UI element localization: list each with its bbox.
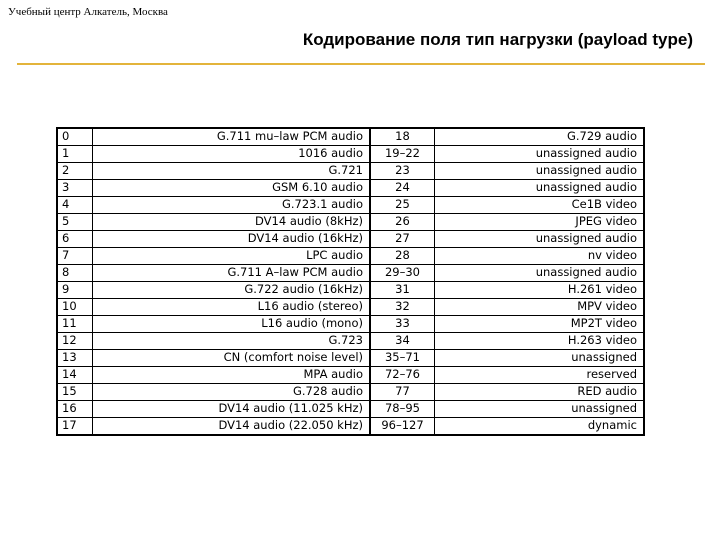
payload-type-code-cell: 23 (370, 163, 435, 180)
encoding-name-cell: DV14 audio (16kHz) (93, 231, 371, 248)
payload-type-code-cell: 33 (370, 316, 435, 333)
page-title: Кодирование поля тип нагрузки (payload type) (302, 30, 693, 49)
encoding-name-cell: G.721 (93, 163, 371, 180)
encoding-name-cell: unassigned (435, 401, 645, 418)
table-row (57, 316, 644, 333)
payload-type-code-cell: 29–30 (370, 265, 435, 282)
payload-type-table (56, 127, 645, 436)
encoding-name-cell: unassigned audio (435, 163, 645, 180)
payload-type-code-cell: 1 (57, 146, 93, 163)
table-row (57, 333, 644, 350)
table-row (57, 180, 644, 197)
payload-type-code-cell: 34 (370, 333, 435, 350)
encoding-name-cell: dynamic (587, 418, 637, 433)
encoding-name-cell: L16 audio (stereo) (93, 299, 371, 316)
table-row (57, 163, 644, 180)
payload-type-code-cell: 12 (57, 333, 93, 350)
encoding-name-cell: G.728 audio (93, 384, 371, 401)
encoding-name-cell: LPC audio (93, 248, 371, 265)
table-row (57, 384, 644, 401)
table-row (57, 299, 644, 316)
encoding-name-cell: MPA audio (93, 367, 371, 384)
payload-type-table-body (57, 128, 644, 435)
payload-type-code-cell: 31 (370, 282, 435, 299)
payload-type-code-cell: 0 (57, 128, 93, 146)
payload-type-code-cell: 10 (57, 299, 93, 316)
encoding-name-cell: G.723.1 audio (93, 197, 371, 214)
payload-type-code-cell: 7 (57, 248, 93, 265)
encoding-name-cell: Ce1B video (435, 197, 645, 214)
encoding-name-cell: unassigned audio (435, 180, 645, 197)
encoding-name-cell: G.723 (93, 333, 371, 350)
encoding-name-cell: RED audio (435, 384, 645, 401)
payload-type-code-cell: 32 (370, 299, 435, 316)
encoding-name-cell: unassigned audio (435, 265, 645, 282)
encoding-name-cell: 1016 audio (93, 146, 371, 163)
table-row (57, 248, 644, 265)
encoding-name-cell: DV14 audio (11.025 kHz) (93, 401, 371, 418)
payload-type-code-cell: 26 (370, 214, 435, 231)
payload-type-code-cell: 4 (57, 197, 93, 214)
payload-type-code-cell: 14 (57, 367, 93, 384)
payload-type-code-cell: 6 (57, 231, 93, 248)
encoding-name-cell: MP2T video (435, 316, 645, 333)
table-row (57, 146, 644, 163)
encoding-name-cell: DV14 audio (8kHz) (93, 214, 371, 231)
organization-label: Учебный центр Алкатель, Москва (8, 6, 168, 18)
encoding-name-cell: JPEG video (435, 214, 645, 231)
encoding-name-cell: L16 audio (mono) (93, 316, 371, 333)
payload-type-code-cell: 78–95 (370, 401, 435, 418)
encoding-name-cell: DV14 audio (22.050 kHz) (93, 418, 371, 436)
table-row (57, 128, 644, 146)
payload-type-code-cell: 27 (370, 231, 435, 248)
encoding-name-cell: CN (comfort noise level) (93, 350, 371, 367)
encoding-name-cell: G.722 audio (16kHz) (93, 282, 371, 299)
payload-type-code-cell: 17 (57, 418, 93, 436)
encoding-name-cell: G.711 mu–law PCM audio (93, 128, 371, 146)
payload-type-code-cell: 16 (57, 401, 93, 418)
encoding-name-cell: MPV video (435, 299, 645, 316)
payload-type-code-cell: 24 (370, 180, 435, 197)
table-row (57, 418, 644, 436)
payload-type-code-cell: 28 (370, 248, 435, 265)
table-row (57, 367, 644, 384)
encoding-name-cell: reserved (435, 367, 645, 384)
table-row (57, 231, 644, 248)
table-row (57, 350, 644, 367)
payload-type-code-cell: 19–22 (370, 146, 435, 163)
encoding-name-cell: G.729 audio (435, 128, 645, 146)
title-divider (17, 63, 705, 65)
payload-type-code-cell: 77 (370, 384, 435, 401)
encoding-name-cell: GSM 6.10 audio (93, 180, 371, 197)
table-row (57, 214, 644, 231)
payload-type-code-cell: 9 (57, 282, 93, 299)
encoding-name-cell: H.263 video (435, 333, 645, 350)
encoding-name-cell: unassigned audio (435, 146, 645, 163)
payload-type-code-cell: 72–76 (370, 367, 435, 384)
payload-type-code-cell: 8 (57, 265, 93, 282)
payload-type-code-cell: 3 (57, 180, 93, 197)
payload-type-code-cell: 11 (57, 316, 93, 333)
table-row (57, 265, 644, 282)
payload-type-code-cell: 2 (57, 163, 93, 180)
payload-type-code-cell: 13 (57, 350, 93, 367)
table-row (57, 197, 644, 214)
encoding-name-cell: nv video (435, 248, 645, 265)
payload-type-code-cell: 25 (370, 197, 435, 214)
payload-type-code-cell: 5 (57, 214, 93, 231)
payload-type-code-cell: 35–71 (370, 350, 435, 367)
encoding-name-cell: G.711 A–law PCM audio (93, 265, 371, 282)
encoding-name-cell: unassigned audio (435, 231, 645, 248)
encoding-name-cell: unassigned (435, 350, 645, 367)
encoding-name-cell: H.261 video (435, 282, 645, 299)
payload-type-code-cell: 18 (370, 128, 435, 146)
table-row (57, 282, 644, 299)
table-row (57, 401, 644, 418)
payload-type-code-cell: 15 (57, 384, 93, 401)
payload-type-code-cell: 96–127 (370, 418, 435, 436)
